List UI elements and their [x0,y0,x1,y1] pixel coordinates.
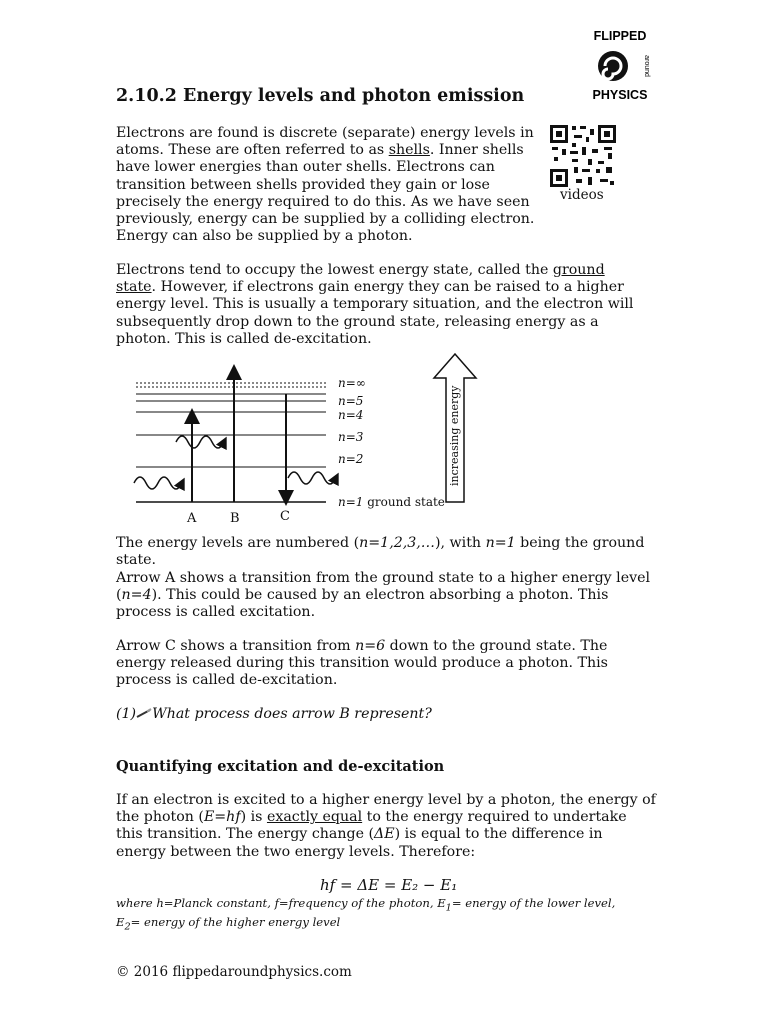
equation: hf = ΔE = E₂ − E₁ [320,876,458,894]
label-n1: n=1 [338,495,364,509]
label-n4: n=4 [338,408,364,422]
footer-copyright: © 2016 flippedaroundphysics.com [116,964,352,980]
flipped-physics-logo [585,28,655,104]
energy-level-diagram [120,350,480,534]
photon-wave-a [176,436,224,448]
page-title: 2.10.2 Energy levels and photon emission [116,86,525,106]
label-arrow-a: A [187,511,197,526]
question-1: (1) What process does arrow B represent? [116,706,432,722]
qr-label: videos [560,187,604,203]
label-increasing-energy: increasing energy [448,385,461,486]
paragraph-quantifying: If an electron is excited to a higher energy level by a photon, the energy of the photon (E=hf) is exactly equal to the energy required to undertake this transition. The energy change (ΔE) is equal to the difference in energy between the two energy levels. Therefore: [116,792,656,860]
logo-text-physics: PHYSICS [592,88,648,102]
label-n5: n=5 [338,394,364,408]
equation-key: where h=Planck constant, f=frequency of the photon, $E_1=$ energy of the lower level, $E_2=$ energy of the higher energy level [116,896,616,933]
term-shells: shells [388,142,430,159]
term-exactly-equal: exactly equal [266,809,363,826]
photon-out-wave [288,472,336,484]
label-n3: n=3 [338,430,364,444]
paragraph-arrow-a: Arrow A shows a transition from the ground state to a higher energy level (n=4). This could be caused by an electron absorbing a photon. This process is called excitation. [116,570,651,621]
paragraph-numbering: The energy levels are numbered (n=1,2,3,…), with n=1 being the ground state. [116,535,645,569]
photon-in-wave [134,477,182,489]
qr-code-icon[interactable] [548,123,618,189]
logo-text-flipped: FLIPPED [593,29,647,43]
label-n-inf: n=∞ [338,376,366,390]
label-arrow-b: B [230,511,240,526]
paragraph-ground-state: Electrons tend to occupy the lowest energy state, called the ground state. However, if electrons gain energy they can be raised to a higher energy level. This is usually a temporary situation, and the electron will subsequently drop down to the ground state, releasing energy as a photon. This is called de-excitation. [116,262,634,347]
logo-text-around: around [643,55,650,77]
section-heading-quantifying: Quantifying excitation and de-excitation [116,758,445,775]
svg-text:n=1 ground state [338,495,445,509]
term-ground-state: ground state [116,262,605,296]
pencil-icon [136,706,152,722]
label-ground-state: ground state [363,495,445,509]
paragraph-intro: Electrons are found is discrete (separate) energy levels in atoms. These are often referred to as shells. Inner shells have lower energies than outer shells. Electrons can transition between shells provided they gain or lose precisely the energy required to do this. As we have seen previously, energy can be supplied by a colliding electron. Energy can also be supplied by a photon. [116,125,535,245]
label-arrow-c: C [280,509,290,524]
label-n2: n=2 [338,452,364,466]
paragraph-arrow-c: Arrow C shows a transition from n=6 down to the ground state. The energy released during this transition would produce a photon. This process is called de-excitation. [116,638,608,689]
